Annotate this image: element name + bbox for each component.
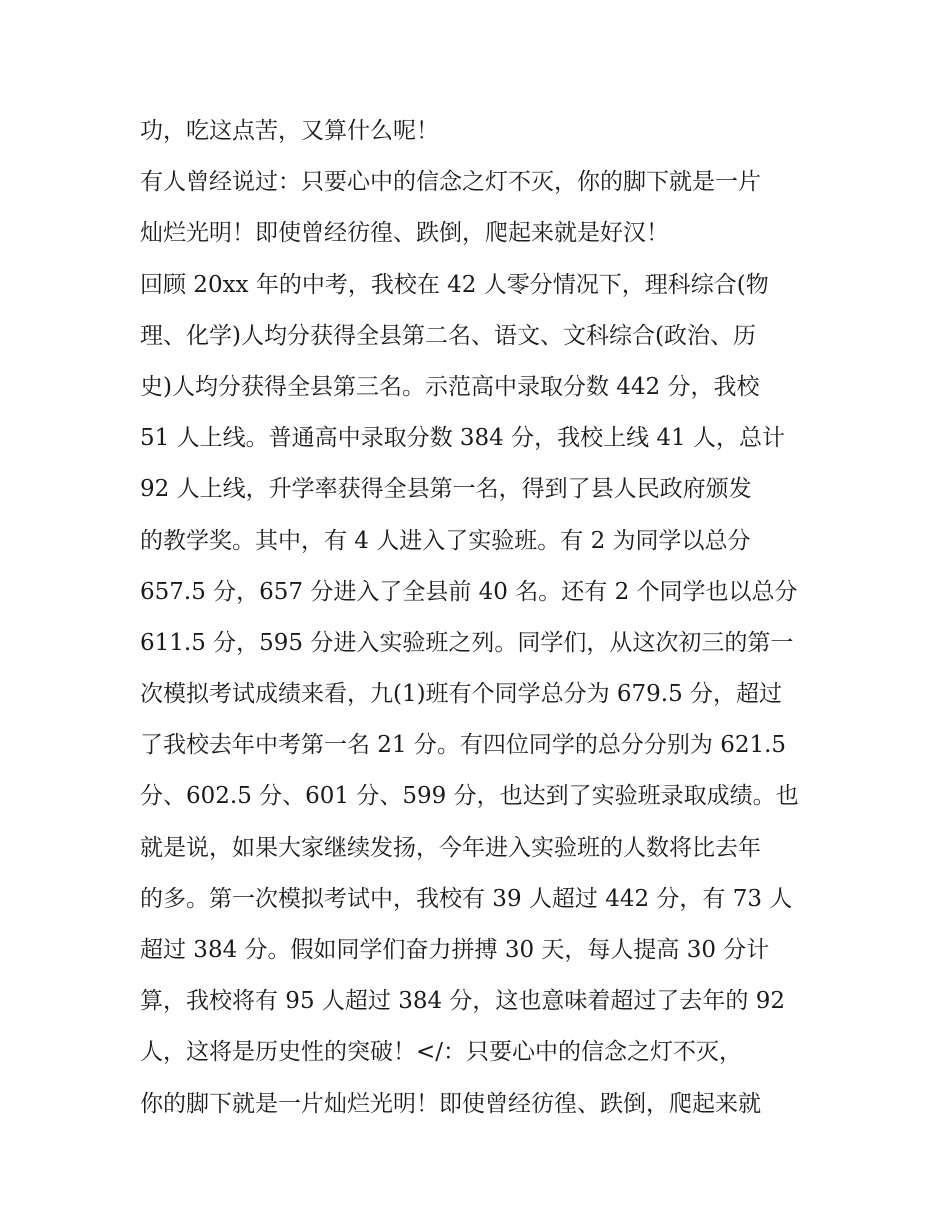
text-line-7: 51 人上线。普通高中录取分数 384 分，我校上线 41 人，总计: [140, 425, 785, 452]
text-line-1: 功，吃这点苦，又算什么呢！: [140, 118, 439, 144]
text-line-17: 超过 384 分。假如同学们奋力拼搏 30 天，每人提高 30 分计: [140, 937, 770, 963]
text-line-16: 的多。第一次模拟考试中，我校有 39 人超过 442 分，有 73 人: [140, 885, 793, 912]
text-line-8: 92 人上线，升学率获得全县第一名，得到了县人民政府颁发: [140, 476, 752, 503]
text-line-20: 你的脚下就是一片灿烂光明！即使曾经彷徨、跌倒，爬起来就: [140, 1090, 761, 1117]
text-line-12: 次模拟考试成绩来看，九(1)班有个同学总分为 679.5 分，超过: [140, 681, 783, 708]
text-line-18: 算，我校将有 95 人超过 384 分，这也意味着超过了去年的 92: [140, 988, 785, 1015]
text-line-6: 史)人均分获得全县第三名。示范高中录取分数 442 分，我校: [140, 373, 760, 400]
text-line-5: 理、化学)人均分获得全县第二名、语文、文科综合(政治、历: [140, 322, 756, 349]
text-line-4: 回顾 20xx 年的中考，我校在 42 人零分情况下，理科综合(物: [140, 271, 769, 298]
body-text: [140, 106, 830, 1130]
text-line-9: 的教学奖。其中，有 4 人进入了实验班。有 2 为同学以总分: [140, 527, 751, 554]
text-line-15: 就是说，如果大家继续发扬，今年进入实验班的人数将比去年: [140, 834, 761, 861]
text-line-13: 了我校去年中考第一名 21 分。有四位同学的总分分别为 621.5: [140, 732, 787, 759]
text-line-3: 灿烂光明！即使曾经彷徨、跌倒，爬起来就是好汉！: [140, 220, 669, 247]
text-line-14: 分、602.5 分、601 分、599 分，也达到了实验班录取成绩。也: [140, 783, 799, 810]
text-line-11: 611.5 分，595 分进入实验班之列。同学们，从这次初三的第一: [140, 629, 794, 656]
text-line-10: 657.5 分，657 分进入了全县前 40 名。还有 2 个同学也以总分: [140, 578, 798, 605]
text-line-2: 有人曾经说过：只要心中的信念之灯不灭，你的脚下就是一片: [140, 169, 761, 196]
text-line-19: 人，这将是历史性的突破！</：只要心中的信念之灯不灭，: [140, 1039, 743, 1066]
